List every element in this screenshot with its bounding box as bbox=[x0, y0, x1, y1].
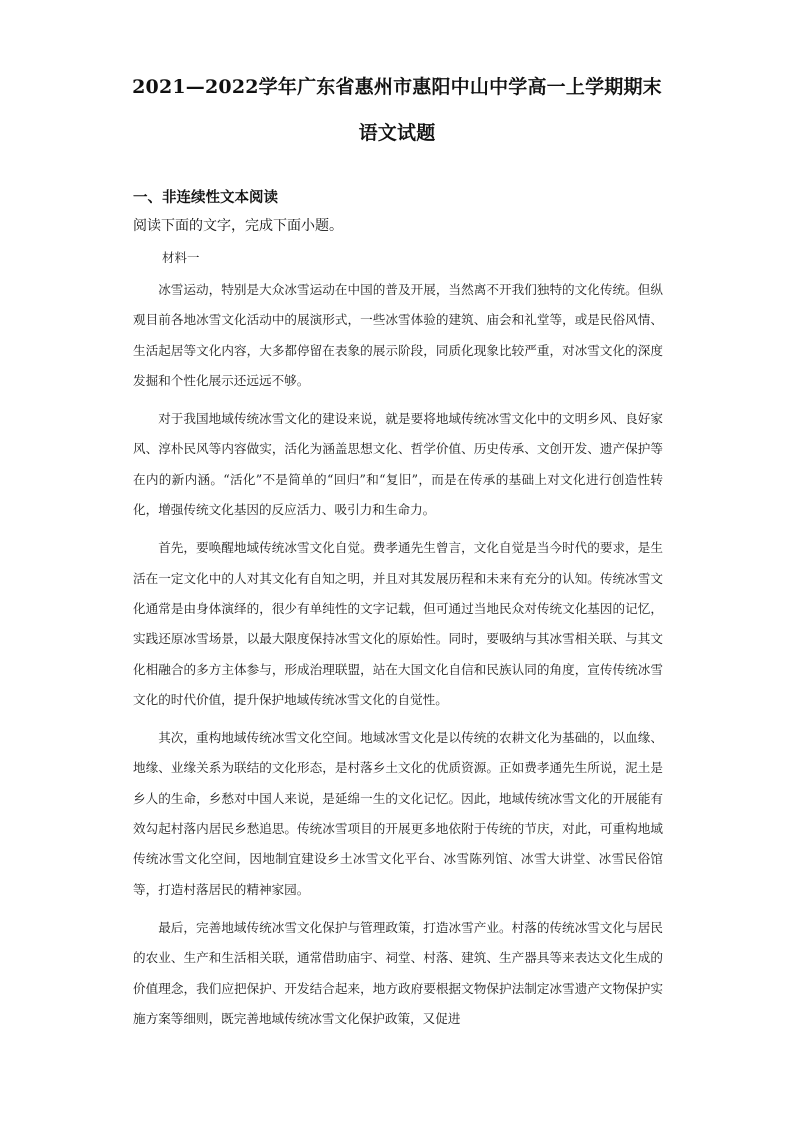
document-title-line-1: 2021—2022学年广东省惠州市惠阳中山中学高一上学期期末 bbox=[132, 76, 662, 98]
material-label: 材料一 bbox=[162, 250, 200, 265]
reading-instruction: 阅读下面的文字，完成下面小题。 bbox=[133, 218, 343, 234]
document-title-line-2: 语文试题 bbox=[358, 122, 436, 144]
paragraph: 首先，要唤醒地域传统冰雪文化自觉。费孝通先生曾言，文化自觉是当今时代的要求，是生活在一定文化中的人对其文化有自知之明，并且对其发展历程和未来有充分的认知。传统冰雪文化通常是由身体演绎的，很少有单纯性的文字记载，但可通过当地民众对传统文化基因的记忆，实践还原冰雪场景，以最大限度保持冰雪文化的原始性。同时，要吸纳与其冰雪相关联、与其文化相融合的多方主体参与，形成治理联盟，站在大国文化自信和民族认同的角度，宣传传统冰雪文化的时代价值，提升保护地域传统冰雪文化的自觉性。 bbox=[133, 540, 663, 707]
paragraph: 对于我国地域传统冰雪文化的建设来说，就是要将地域传统冰雪文化中的文明乡风、良好家风、淳朴民风等内容做实，活化为涵盖思想文化、哲学价值、历史传承、文创开发、遗产保护等在内的新内涵。“活化”不是简单的“回归”和“复旧”，而是在传承的基础上对文化进行创造性转化，增强传统文化基因的反应活力、吸引力和生命力。 bbox=[133, 411, 663, 518]
passage-body bbox=[133, 275, 663, 1042]
paragraph: 其次，重构地域传统冰雪文化空间。地域冰雪文化是以传统的农耕文化为基础的，以血缘、地缘、业缘关系为联结的文化形态，是村落乡土文化的优质资源。正如费孝通先生所说，泥土是乡人的生命，乡愁对中国人来说，是延绵一生的文化记忆。因此，地域传统冰雪文化的开展能有效勾起村落内居民乡愁追思。传统冰雪项目的开展更多地依附于传统的节庆，对此，可重构地域传统冰雪文化空间，因地制宜建设乡土冰雪文化平台、冰雪陈列馆、冰雪大讲堂、冰雪民俗馆等，打造村落居民的精神家园。 bbox=[133, 730, 663, 897]
paragraph: 最后，完善地域传统冰雪文化保护与管理政策，打造冰雪产业。村落的传统冰雪文化与居民的农业、生产和生活相关联，通常借助庙宇、祠堂、村落、建筑、生产器具等来表达文化生成的价值理念，我们应把保护、开发结合起来，地方政府要根据文物保护法制定冰雪遗产文物保护实施方案等细则，既完善地域传统冰雪文化保护政策，又促进 bbox=[133, 919, 663, 1026]
paragraph: 冰雪运动，特别是大众冰雪运动在中国的普及开展，当然离不开我们独特的文化传统。但纵观目前各地冰雪文化活动中的展演形式，一些冰雪体验的建筑、庙会和礼堂等，或是民俗风情、生活起居等文化内容，大多都停留在表象的展示阶段，同质化现象比较严重，对冰雪文化的深度发掘和个性化展示还远远不够。 bbox=[133, 282, 663, 388]
section-heading: 一、非连续性文本阅读 bbox=[133, 189, 278, 206]
